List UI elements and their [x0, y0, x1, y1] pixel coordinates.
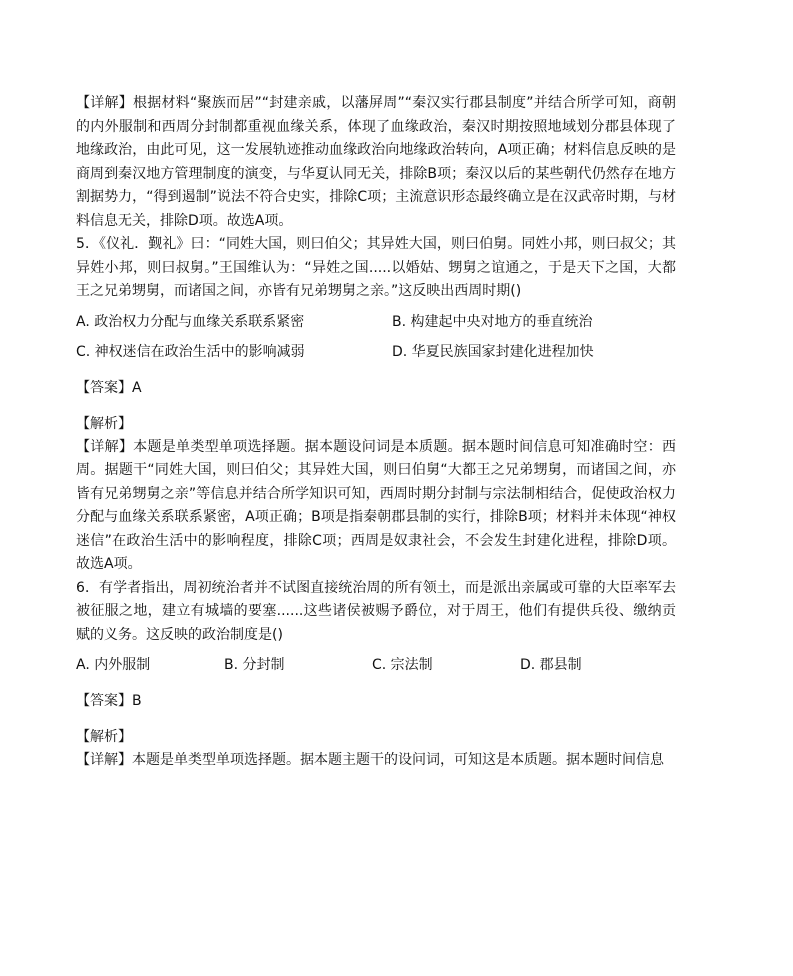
question-6-stem: 6．有学者指出，周初统治者并不试图直接统治周的所有领土，而是派出亲属或可靠的大臣率军去被征服之地，建立有城墙的要塞......这些诸侯被赐予爵位，对于周王，他们有提供兵役、缴纳贡赋的义务。这反映的政治制度是() [76, 579, 676, 643]
question-5-stem: 5．《仪礼．觐礼》曰：“同姓大国，则曰伯父；其异姓大国，则曰伯舅。同姓小邦，则曰叔父；其异姓小邦，则曰叔舅。”王国维认为：“异姓之国.....以婚姑、甥舅之谊通之，于是天下之国，大都王之兄弟甥舅，而诸国之间，亦皆有兄弟甥舅之亲。”这反映出西周时期() [76, 236, 676, 299]
option-d: D. 华夏民族国家封建化进程加快 [392, 343, 594, 360]
question-5-options-row-1 [76, 310, 676, 334]
question-5 [76, 233, 676, 577]
question-5-analysis-label: 【解析】 [76, 415, 132, 432]
question-5-detail: 【详解】本题是单类型单项选择题。据本题设问词是本质题。据本题时间信息可知准确时空：西周。据题干“同姓大国，则曰伯父；其异姓大国，则曰伯舅“大都王之兄弟甥舅，而诸国之间，亦皆有兄弟甥舅之亲”等信息并结合所学知识可知，西周时期分封制与宗法制相结合，促使政治权力分配与血缘关系联系紧密，A项正确；B项是指秦朝郡县制的实行，排除B项；材料并未体现“神权迷信”在政治生活中的影响程度，排除C项；西周是奴隶社会，不会发生封建化进程，排除D项。故选A项。 [76, 438, 676, 572]
option-c: C. 宗法制 [372, 657, 433, 673]
question-6 [76, 577, 676, 773]
document-page [76, 92, 676, 773]
question-6-options-row [76, 653, 676, 677]
question-6-answer: 【答案】B [76, 693, 142, 709]
question-6-analysis-label: 【解析】 [76, 729, 132, 745]
option-b: B. 分封制 [224, 657, 285, 673]
previous-question-detail: 【详解】根据材料“聚族而居”“封建亲戚，以藩屏周”“秦汉实行郡县制度”并结合所学可知，商朝的内外服制和西周分封制都重视血缘关系，体现了血缘政治，秦汉时期按照地域划分郡县体现了地缘政治，由此可见，这一发展轨迹推动血缘政治向地缘政治转向，A项正确；材料信息反映的是商周到秦汉地方管理制度的演变，与华夏认同无关，排除B项；秦汉以后的某些朝代仍然存在地方割据势力，“得到遏制”说法不符合史实，排除C项；主流意识形态最终确立是在汉武帝时期，与材料信息无关，排除D项。故选A项。 [76, 95, 676, 229]
option-b: B. 构建起中央对地方的垂直统治 [392, 313, 593, 330]
question-6-detail: 【详解】本题是单类型单项选择题。据本题主题干的设问词，可知这是本质题。据本题时间信息 [76, 752, 664, 768]
option-d: D. 郡县制 [520, 657, 582, 673]
question-5-answer: 【答案】A [76, 379, 142, 396]
option-a: A. 内外服制 [76, 657, 151, 673]
question-5-options-row-2 [76, 340, 676, 364]
option-c: C. 神权迷信在政治生活中的影响减弱 [76, 343, 305, 360]
option-a: A. 政治权力分配与血缘关系联系紧密 [76, 313, 305, 330]
